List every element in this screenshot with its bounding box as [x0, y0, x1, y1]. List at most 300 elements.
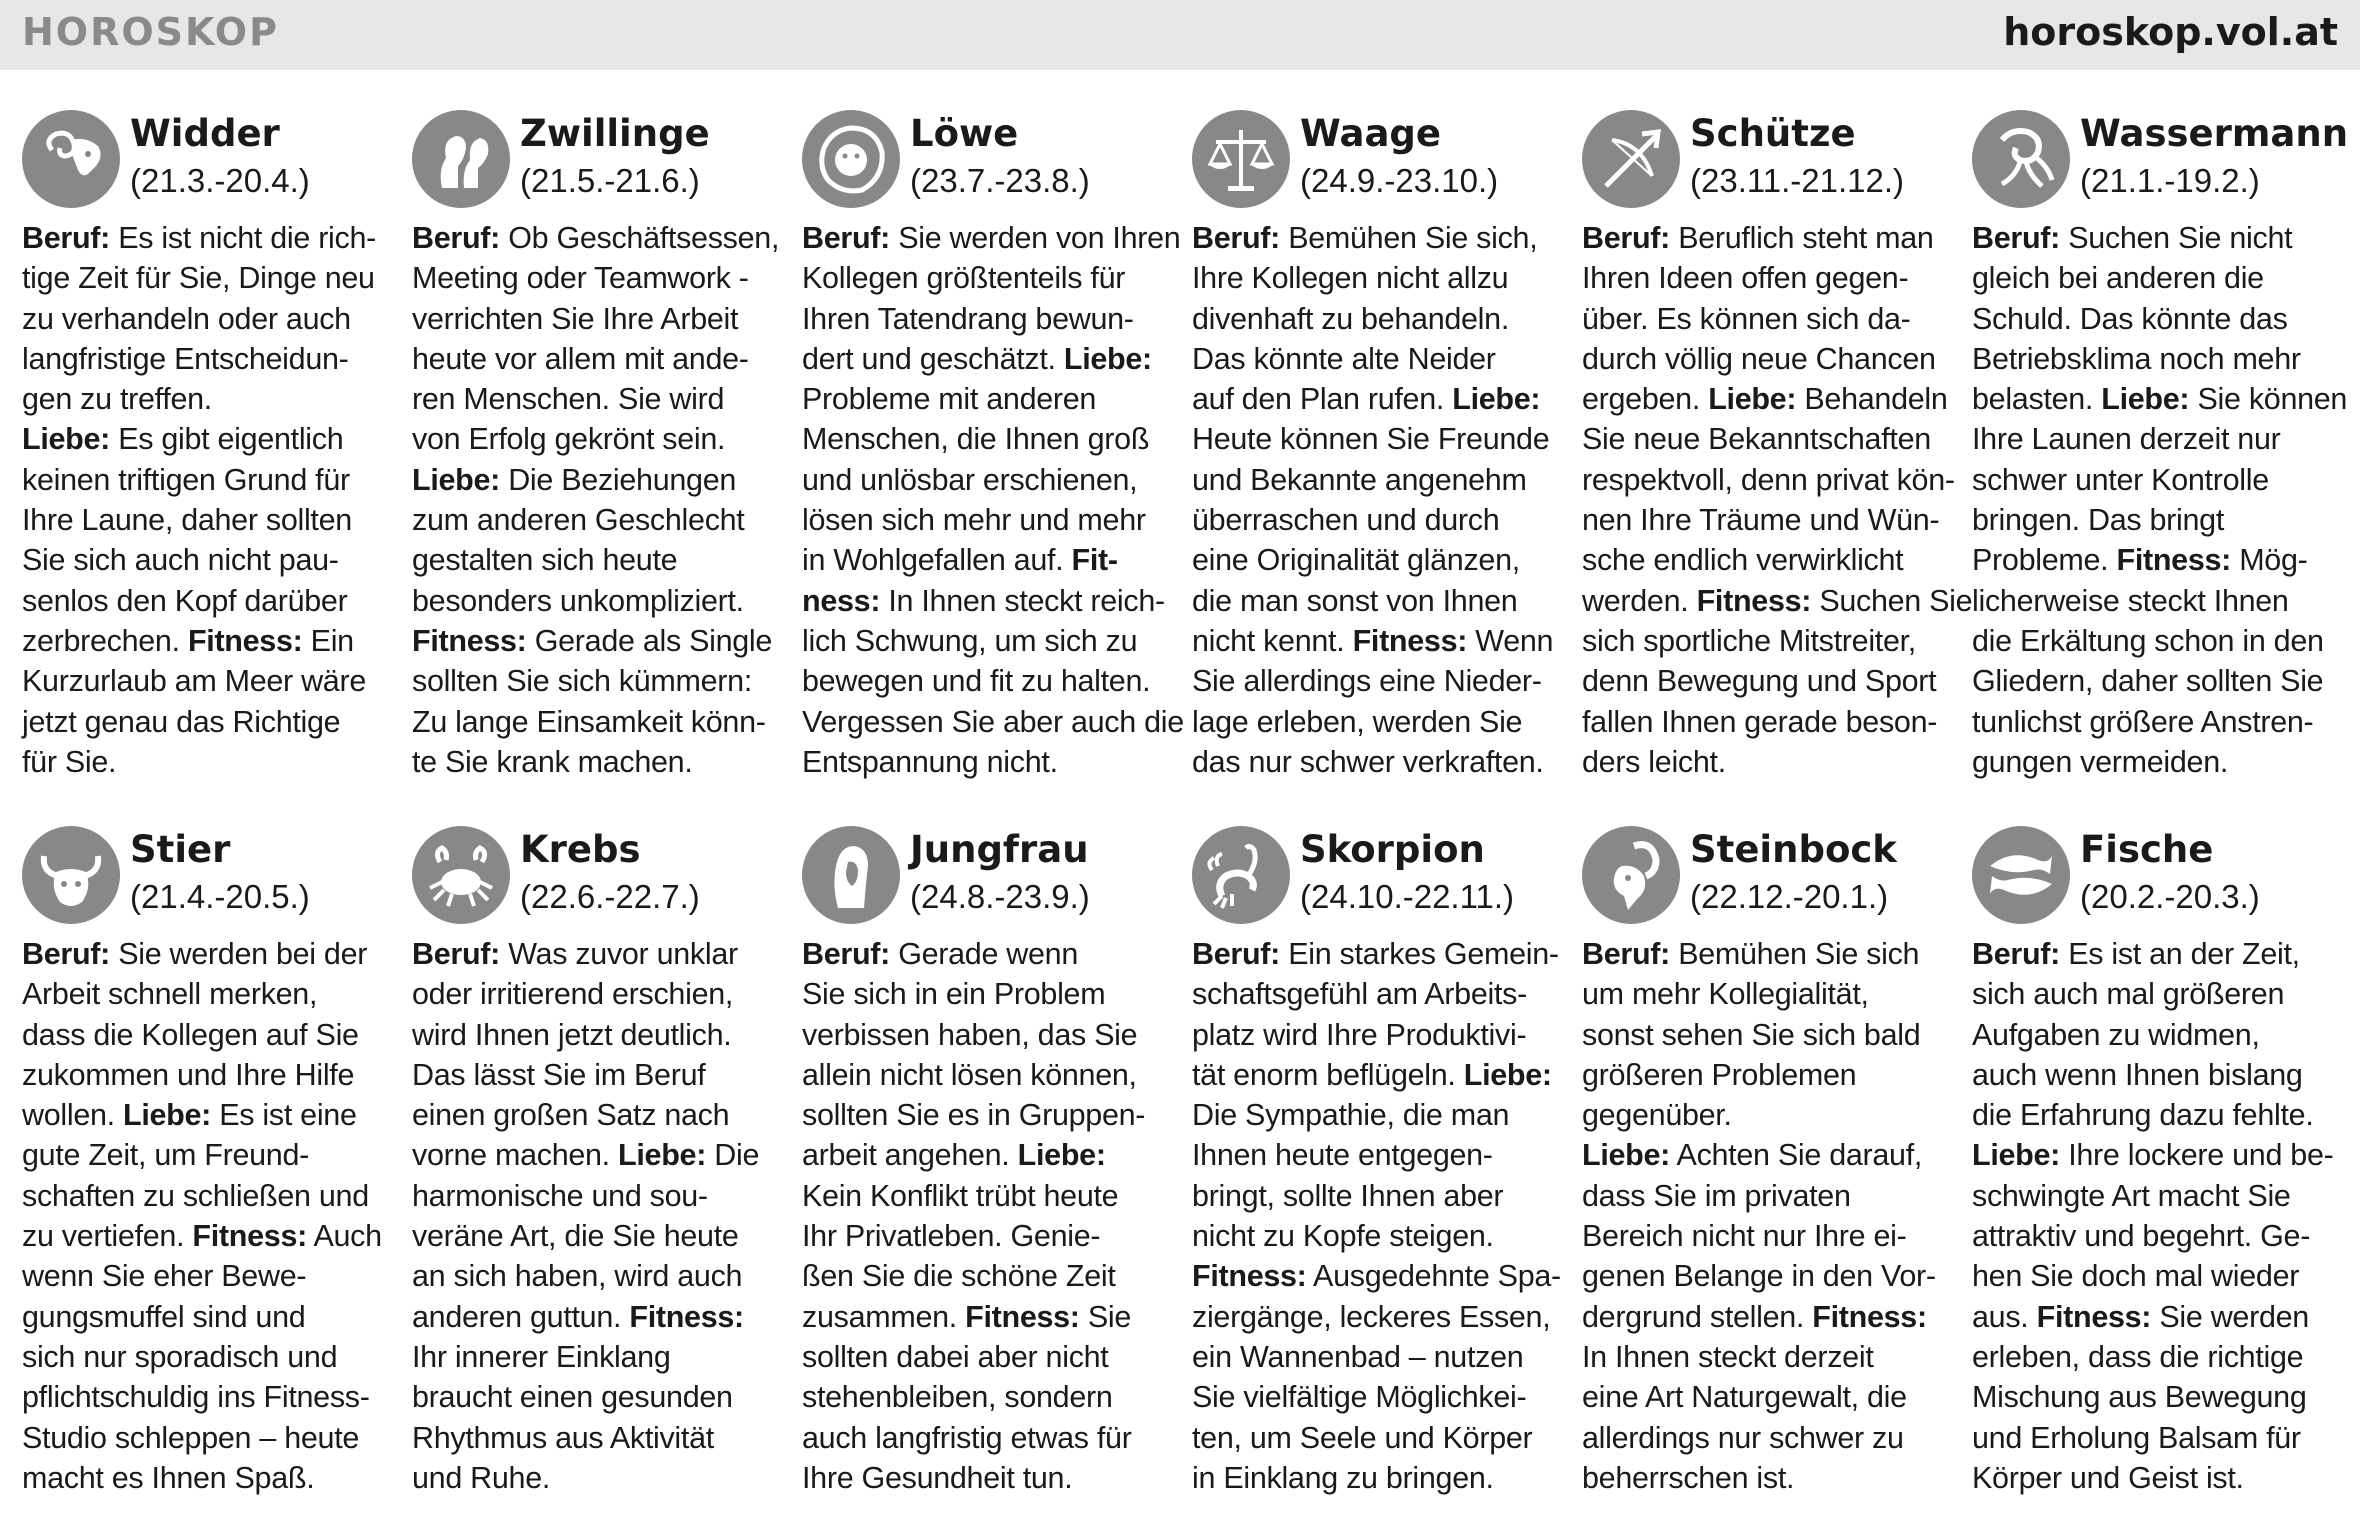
- text-line: [1192, 540, 1562, 580]
- text-line: [1972, 1095, 2342, 1135]
- text-line: [1972, 934, 2342, 974]
- text-segment: senlos den Kopf darüber: [22, 583, 348, 618]
- category-label: Beruf:: [1972, 221, 2061, 255]
- text-line: [1972, 1297, 2342, 1337]
- text-segment: Ihr innerer Einklang: [412, 1339, 671, 1374]
- ibex-icon: [1582, 826, 1680, 924]
- text-segment: attraktiv und begehrt. Ge-: [1972, 1219, 2311, 1254]
- text-line: [1192, 934, 1562, 974]
- text-line: [22, 1176, 392, 1216]
- text-segment: die Erkältung schon in den: [1972, 623, 2324, 658]
- text-segment: Sie sich auch nicht pau-: [22, 543, 339, 578]
- text-line: [802, 218, 1181, 258]
- text-line: [412, 1176, 782, 1216]
- text-line: [1582, 934, 1952, 974]
- text-line: [802, 1095, 1172, 1135]
- twins-icon: [412, 110, 510, 208]
- horoscope-text: [412, 934, 782, 1498]
- sign-name: Waage: [1300, 112, 1442, 155]
- category-label: Beruf:: [412, 937, 501, 971]
- text-segment: größeren Problemen: [1582, 1057, 1857, 1092]
- text-segment: dass die Kollegen auf Sie: [22, 1017, 359, 1052]
- text-segment: einen großen Satz nach: [412, 1098, 730, 1133]
- text-segment: aus.: [1972, 1299, 2037, 1334]
- text-segment: Es gibt eigentlich: [110, 422, 344, 457]
- text-line: [802, 460, 1172, 500]
- text-segment: dass Sie im privaten: [1582, 1178, 1851, 1213]
- text-segment: Gerade wenn: [890, 937, 1079, 971]
- text-line: [22, 540, 392, 580]
- text-segment: Ausgedehnte Spa-: [1306, 1259, 1561, 1294]
- text-line: [802, 1055, 1172, 1095]
- text-segment: stehenbleiben, sondern: [802, 1380, 1113, 1415]
- text-segment: Ihre Launen derzeit nur: [1972, 422, 2281, 457]
- text-segment: Schuld. Das könnte das: [1972, 301, 2288, 336]
- text-segment: Suchen Sie nicht: [2060, 221, 2293, 255]
- sign-dates: (23.11.-21.12.): [1690, 162, 1905, 199]
- text-line: [412, 1418, 782, 1458]
- sign-dates: (21.4.-20.5.): [130, 878, 310, 915]
- sign-header: [802, 110, 1172, 210]
- text-segment: Probleme.: [1972, 543, 2117, 578]
- lion-icon: [802, 110, 900, 208]
- text-segment: Die: [706, 1138, 760, 1173]
- text-segment: auch langfristig etwas für: [802, 1420, 1132, 1455]
- water-bearer-icon: [1972, 110, 2070, 208]
- text-line: [1192, 500, 1562, 540]
- text-line: [1972, 1377, 2342, 1417]
- category-label: Fitness:: [965, 1299, 1080, 1334]
- sign-name: Steinbock: [1690, 828, 1897, 871]
- text-segment: lich Schwung, um sich zu: [802, 623, 1138, 658]
- text-line: [802, 419, 1172, 459]
- text-segment: Sie: [1079, 1299, 1132, 1334]
- text-segment: wollen.: [22, 1098, 124, 1133]
- sign-card-schütze: [1582, 110, 1973, 782]
- text-segment: nicht zu Kopfe steigen.: [1192, 1219, 1494, 1254]
- horoscope-text: [412, 218, 782, 782]
- text-line: [22, 1095, 392, 1135]
- sign-dates: (24.10.-22.11.): [1300, 878, 1515, 915]
- text-line: [802, 974, 1172, 1014]
- category-label: Beruf:: [1192, 221, 1281, 255]
- text-segment: verbissen haben, das Sie: [802, 1017, 1138, 1052]
- text-segment: Ihren Tatendrang bewun-: [802, 301, 1134, 336]
- text-line: [412, 379, 782, 419]
- text-segment: allerdings nur schwer zu: [1582, 1420, 1904, 1455]
- category-label: Beruf:: [802, 937, 891, 971]
- text-segment: Ihre Laune, daher sollten: [22, 503, 352, 538]
- sign-dates: (24.9.-23.10.): [1300, 162, 1499, 199]
- text-line: [802, 1337, 1172, 1377]
- category-label: Fitness:: [187, 623, 303, 658]
- text-line: [1582, 1216, 1952, 1256]
- text-line: [802, 500, 1172, 540]
- site-url: horoskop.vol.at: [2003, 10, 2338, 54]
- text-line: [22, 419, 392, 459]
- text-line: [412, 1337, 782, 1377]
- sign-header: [412, 110, 782, 210]
- text-line: [22, 299, 392, 339]
- text-line: [22, 379, 392, 419]
- text-segment: Gliedern, daher sollten Sie: [1972, 664, 2324, 699]
- category-label: Liebe:: [1463, 1057, 1552, 1092]
- text-segment: arbeit angehen.: [802, 1138, 1018, 1173]
- sign-name: Fische: [2080, 828, 2214, 871]
- text-line: [1192, 1095, 1562, 1135]
- text-line: [802, 1176, 1172, 1216]
- text-line: [1192, 1297, 1562, 1337]
- sign-card-jungfrau: [802, 826, 1172, 1498]
- text-segment: hen Sie doch mal wieder: [1972, 1259, 2300, 1294]
- sign-name: Schütze: [1690, 112, 1856, 155]
- text-segment: durch völlig neue Chancen: [1582, 341, 1936, 376]
- text-line: [22, 934, 392, 974]
- text-segment: auf den Plan rufen.: [1192, 382, 1453, 417]
- text-segment: gestalten sich heute: [412, 543, 678, 578]
- text-line: [22, 661, 392, 701]
- text-segment: In Ihnen steckt reich-: [880, 583, 1165, 618]
- text-segment: schwingte Art macht Sie: [1972, 1178, 2291, 1213]
- virgin-icon: [802, 826, 900, 924]
- text-segment: nicht kennt.: [1192, 623, 1353, 658]
- sign-name: Krebs: [520, 828, 641, 871]
- text-line: [1972, 339, 2342, 379]
- text-line: [1972, 1458, 2342, 1498]
- text-line: [22, 1418, 392, 1458]
- sign-card-waage: [1192, 110, 1562, 782]
- text-segment: harmonische und sou-: [412, 1178, 708, 1213]
- text-line: [802, 581, 1172, 621]
- text-segment: zukommen und Ihre Hilfe: [22, 1057, 355, 1092]
- text-line: [22, 1458, 392, 1498]
- text-line: [1582, 500, 1952, 540]
- text-line: [1972, 299, 2342, 339]
- text-segment: pflichtschuldig ins Fitness-: [22, 1380, 370, 1415]
- text-segment: sich nur sporadisch und: [22, 1339, 338, 1374]
- text-line: [1582, 661, 1952, 701]
- text-line: [802, 299, 1172, 339]
- text-segment: ergeben.: [1582, 382, 1709, 417]
- text-line: [802, 339, 1172, 379]
- text-segment: Achten Sie darauf,: [1670, 1138, 1923, 1173]
- text-segment: jetzt genau das Richtige: [22, 704, 341, 739]
- sign-dates: (21.1.-19.2.): [2080, 162, 2260, 199]
- text-segment: Ihre lockere und be-: [2060, 1138, 2334, 1173]
- text-segment: Es ist nicht die rich-: [110, 221, 377, 255]
- text-line: [22, 218, 392, 258]
- sign-header: [1972, 826, 2342, 926]
- fish-icon: [1972, 826, 2070, 924]
- text-line: [1192, 742, 1562, 782]
- sign-name: Jungfrau: [910, 828, 1089, 871]
- text-line: [22, 581, 392, 621]
- text-segment: um mehr Kollegialität,: [1582, 977, 1869, 1012]
- text-segment: Kollegen größtenteils für: [802, 261, 1126, 296]
- text-line: [1972, 1256, 2342, 1296]
- text-line: [802, 258, 1172, 298]
- text-line: [22, 702, 392, 742]
- text-line: [1972, 1216, 2342, 1256]
- text-segment: Sie neue Bekanntschaften: [1582, 422, 1931, 457]
- text-segment: tät enorm beflügeln.: [1192, 1057, 1464, 1092]
- text-segment: Bereich nicht nur Ihre ei-: [1582, 1219, 1907, 1254]
- text-segment: bringt, sollte Ihnen aber: [1192, 1178, 1504, 1213]
- text-segment: te Sie krank machen.: [412, 744, 693, 779]
- sign-card-fische: [1972, 826, 2342, 1498]
- category-label: Liebe:: [1452, 382, 1541, 417]
- text-segment: ren Menschen. Sie wird: [412, 382, 725, 417]
- sign-dates: (22.12.-20.1.): [1690, 878, 1889, 915]
- sign-header: [412, 826, 782, 926]
- text-line: [1192, 460, 1562, 500]
- text-segment: sche endlich verwirklicht: [1582, 543, 1904, 578]
- text-segment: sonst sehen Sie sich bald: [1582, 1017, 1921, 1052]
- text-segment: Die Beziehungen: [500, 462, 737, 497]
- text-segment: zu verhandeln oder auch: [22, 301, 351, 336]
- text-line: [1582, 1176, 1952, 1216]
- text-line: [412, 258, 782, 298]
- text-segment: auch wenn Ihnen bislang: [1972, 1057, 2303, 1092]
- text-segment: Kein Konflikt trübt heute: [802, 1178, 1119, 1213]
- text-segment: nen Ihre Träume und Wün-: [1582, 503, 1940, 538]
- text-segment: das nur schwer verkraften.: [1192, 744, 1544, 779]
- text-line: [1192, 702, 1562, 742]
- sign-dates: (23.7.-23.8.): [910, 162, 1090, 199]
- text-line: [1192, 1458, 1562, 1498]
- text-segment: keinen triftigen Grund für: [22, 462, 350, 497]
- text-segment: Gerade als Single: [526, 623, 773, 658]
- text-segment: gleich bei anderen die: [1972, 261, 2264, 296]
- text-segment: und Bekannte angenehm: [1192, 462, 1527, 497]
- text-segment: lage erleben, werden Sie: [1192, 704, 1523, 739]
- text-segment: heute vor allem mit ande-: [412, 341, 749, 376]
- text-segment: eine Originalität glänzen,: [1192, 543, 1520, 578]
- text-line: [412, 661, 782, 701]
- text-segment: Sie werden bei der: [110, 937, 368, 971]
- text-segment: ders leicht.: [1582, 744, 1726, 779]
- horoscope-text: [802, 218, 1184, 782]
- text-line: [802, 1377, 1172, 1417]
- text-segment: Aufgaben zu widmen,: [1972, 1017, 2260, 1052]
- text-line: [802, 742, 1172, 782]
- sign-dates: (21.3.-20.4.): [130, 162, 310, 199]
- text-line: [1192, 339, 1562, 379]
- text-line: [1192, 218, 1562, 258]
- text-line: [1582, 299, 1952, 339]
- text-segment: Die Sympathie, die man: [1192, 1098, 1510, 1133]
- category-label: Liebe:: [412, 462, 501, 497]
- text-line: [1582, 339, 1952, 379]
- text-segment: und unlösbar erschienen,: [802, 462, 1138, 497]
- category-label: Fitness:: [412, 623, 527, 658]
- text-line: [1972, 379, 2348, 419]
- category-label: Beruf:: [1192, 937, 1281, 971]
- sign-header: [1972, 110, 2349, 210]
- text-segment: zu vertiefen.: [22, 1219, 193, 1254]
- text-segment: schaften zu schließen und: [22, 1178, 369, 1213]
- sign-name: Wassermann: [2080, 112, 2349, 155]
- text-segment: beherrschen ist.: [1582, 1460, 1795, 1495]
- horoscope-text: [1192, 218, 1562, 782]
- text-line: [1192, 379, 1562, 419]
- text-line: [22, 460, 392, 500]
- sign-card-stier: [22, 826, 392, 1498]
- text-segment: allein nicht lösen können,: [802, 1057, 1137, 1092]
- text-segment: ten, um Seele und Körper: [1192, 1420, 1533, 1455]
- category-label: Liebe:: [1582, 1138, 1671, 1173]
- text-line: [802, 934, 1172, 974]
- text-segment: Auch: [306, 1219, 382, 1254]
- text-line: [22, 339, 392, 379]
- text-line: [802, 1216, 1172, 1256]
- text-segment: wenn Sie eher Bewe-: [22, 1259, 307, 1294]
- text-segment: dert und geschätzt.: [802, 341, 1064, 376]
- category-label: Fitness:: [1696, 583, 1812, 618]
- text-segment: sollten dabei aber nicht: [802, 1339, 1109, 1374]
- text-segment: Was zuvor unklar: [500, 937, 738, 971]
- text-line: [412, 299, 782, 339]
- text-segment: Rhythmus aus Aktivität: [412, 1420, 714, 1455]
- text-segment: schwer unter Kontrolle: [1972, 462, 2269, 497]
- text-segment: bewegen und fit zu halten.: [802, 664, 1151, 699]
- horoscope-text: [1972, 218, 2348, 782]
- text-line: [802, 621, 1172, 661]
- text-line: [1582, 1458, 1952, 1498]
- text-segment: Ein: [302, 623, 354, 658]
- text-segment: dergrund stellen.: [1582, 1299, 1813, 1334]
- text-segment: über. Es können sich da-: [1582, 301, 1911, 336]
- text-segment: für Sie.: [22, 744, 117, 779]
- category-label: Beruf:: [412, 221, 501, 255]
- horoscope-text: [1582, 218, 1973, 782]
- text-line: [1972, 581, 2342, 621]
- category-label: Fitness:: [192, 1219, 307, 1254]
- category-label: Liebe:: [1708, 382, 1797, 417]
- text-line: [1192, 1055, 1562, 1095]
- header-bar: [0, 0, 2360, 70]
- text-segment: Ihren Ideen offen gegen-: [1582, 261, 1909, 296]
- category-label: Beruf:: [1972, 937, 2061, 971]
- sign-name: Zwillinge: [520, 112, 710, 155]
- text-segment: Sie können: [2189, 382, 2348, 417]
- text-segment: wird Ihnen jetzt deutlich.: [412, 1017, 732, 1052]
- text-line: [1972, 1176, 2342, 1216]
- text-line: [1192, 1256, 1562, 1296]
- category-label: Beruf:: [22, 221, 111, 255]
- category-label: Liebe:: [618, 1138, 707, 1173]
- text-segment: Meeting oder Teamwork -: [412, 261, 749, 296]
- text-segment: zum anderen Geschlecht: [412, 503, 745, 538]
- text-line: [1192, 1176, 1562, 1216]
- category-label: Fitness:: [629, 1299, 744, 1334]
- text-segment: Mög-: [2231, 543, 2308, 578]
- text-segment: in Wohlgefallen auf.: [802, 543, 1072, 578]
- text-line: [1972, 621, 2342, 661]
- category-label: Beruf:: [1582, 937, 1671, 971]
- text-segment: Bemühen Sie sich,: [1280, 221, 1538, 255]
- text-segment: lösen sich mehr und mehr: [802, 503, 1146, 538]
- text-line: [1582, 1256, 1952, 1296]
- text-line: [412, 339, 782, 379]
- text-segment: genen Belange in den Vor-: [1582, 1259, 1936, 1294]
- horoscope-text: [22, 218, 392, 782]
- text-segment: Ein starkes Gemein-: [1280, 937, 1559, 971]
- text-line: [802, 1256, 1172, 1296]
- text-segment: überraschen und durch: [1192, 503, 1500, 538]
- sign-card-widder: [22, 110, 392, 782]
- text-line: [802, 702, 1184, 742]
- text-line: [1972, 1135, 2342, 1175]
- text-line: [1972, 258, 2342, 298]
- text-line: [1582, 1015, 1952, 1055]
- text-line: [1192, 1015, 1562, 1055]
- text-line: [802, 1015, 1172, 1055]
- text-segment: an sich haben, wird auch: [412, 1259, 743, 1294]
- sign-name: Löwe: [910, 112, 1019, 155]
- text-segment: in Einklang zu bringen.: [1192, 1460, 1494, 1495]
- text-line: [22, 1297, 392, 1337]
- text-line: [802, 1135, 1172, 1175]
- text-line: [802, 1458, 1172, 1498]
- text-segment: sich sportliche Mitstreiter,: [1582, 623, 1916, 658]
- text-line: [412, 1055, 782, 1095]
- text-line: [1972, 1418, 2342, 1458]
- text-line: [1972, 218, 2342, 258]
- text-segment: Ihr Privatleben. Genie-: [802, 1219, 1101, 1254]
- text-line: [22, 742, 392, 782]
- category-label: Beruf:: [22, 937, 111, 971]
- text-line: [412, 702, 782, 742]
- text-segment: schaftsgefühl am Arbeits-: [1192, 977, 1527, 1012]
- text-line: [1582, 974, 1952, 1014]
- text-line: [412, 1377, 782, 1417]
- sign-header: [22, 110, 392, 210]
- text-segment: licherweise steckt Ihnen: [1972, 583, 2289, 618]
- text-line: [412, 460, 782, 500]
- text-line: [1192, 1216, 1562, 1256]
- text-segment: Ihnen heute entgegen-: [1192, 1138, 1493, 1173]
- bull-icon: [22, 826, 120, 924]
- sign-card-krebs: [412, 826, 782, 1498]
- text-segment: von Erfolg gekrönt sein.: [412, 422, 726, 457]
- text-segment: Behandeln: [1796, 382, 1948, 417]
- text-line: [1192, 258, 1562, 298]
- text-segment: und Ruhe.: [412, 1460, 551, 1495]
- text-line: [22, 1337, 392, 1377]
- text-line: [412, 1135, 782, 1175]
- sign-dates: (24.8.-23.9.): [910, 878, 1090, 915]
- sign-name: Skorpion: [1300, 828, 1485, 871]
- text-segment: braucht einen gesunden: [412, 1380, 733, 1415]
- text-segment: platz wird Ihre Produktivi-: [1192, 1017, 1527, 1052]
- text-line: [802, 379, 1172, 419]
- text-line: [1582, 218, 1952, 258]
- text-segment: Kurzurlaub am Meer wäre: [22, 664, 366, 699]
- text-segment: und Erholung Balsam für: [1972, 1420, 2301, 1455]
- text-segment: eine Art Naturgewalt, die: [1582, 1380, 1907, 1415]
- text-line: [412, 1297, 782, 1337]
- sign-card-löwe: [802, 110, 1184, 782]
- category-label: Fit-: [1071, 543, 1118, 578]
- text-line: [1972, 1337, 2342, 1377]
- sign-header: [1192, 110, 1562, 210]
- text-line: [22, 974, 392, 1014]
- text-segment: ein Wannenbad – nutzen: [1192, 1339, 1524, 1374]
- text-line: [22, 1256, 392, 1296]
- text-segment: Sie werden: [2151, 1299, 2309, 1334]
- text-line: [1582, 702, 1952, 742]
